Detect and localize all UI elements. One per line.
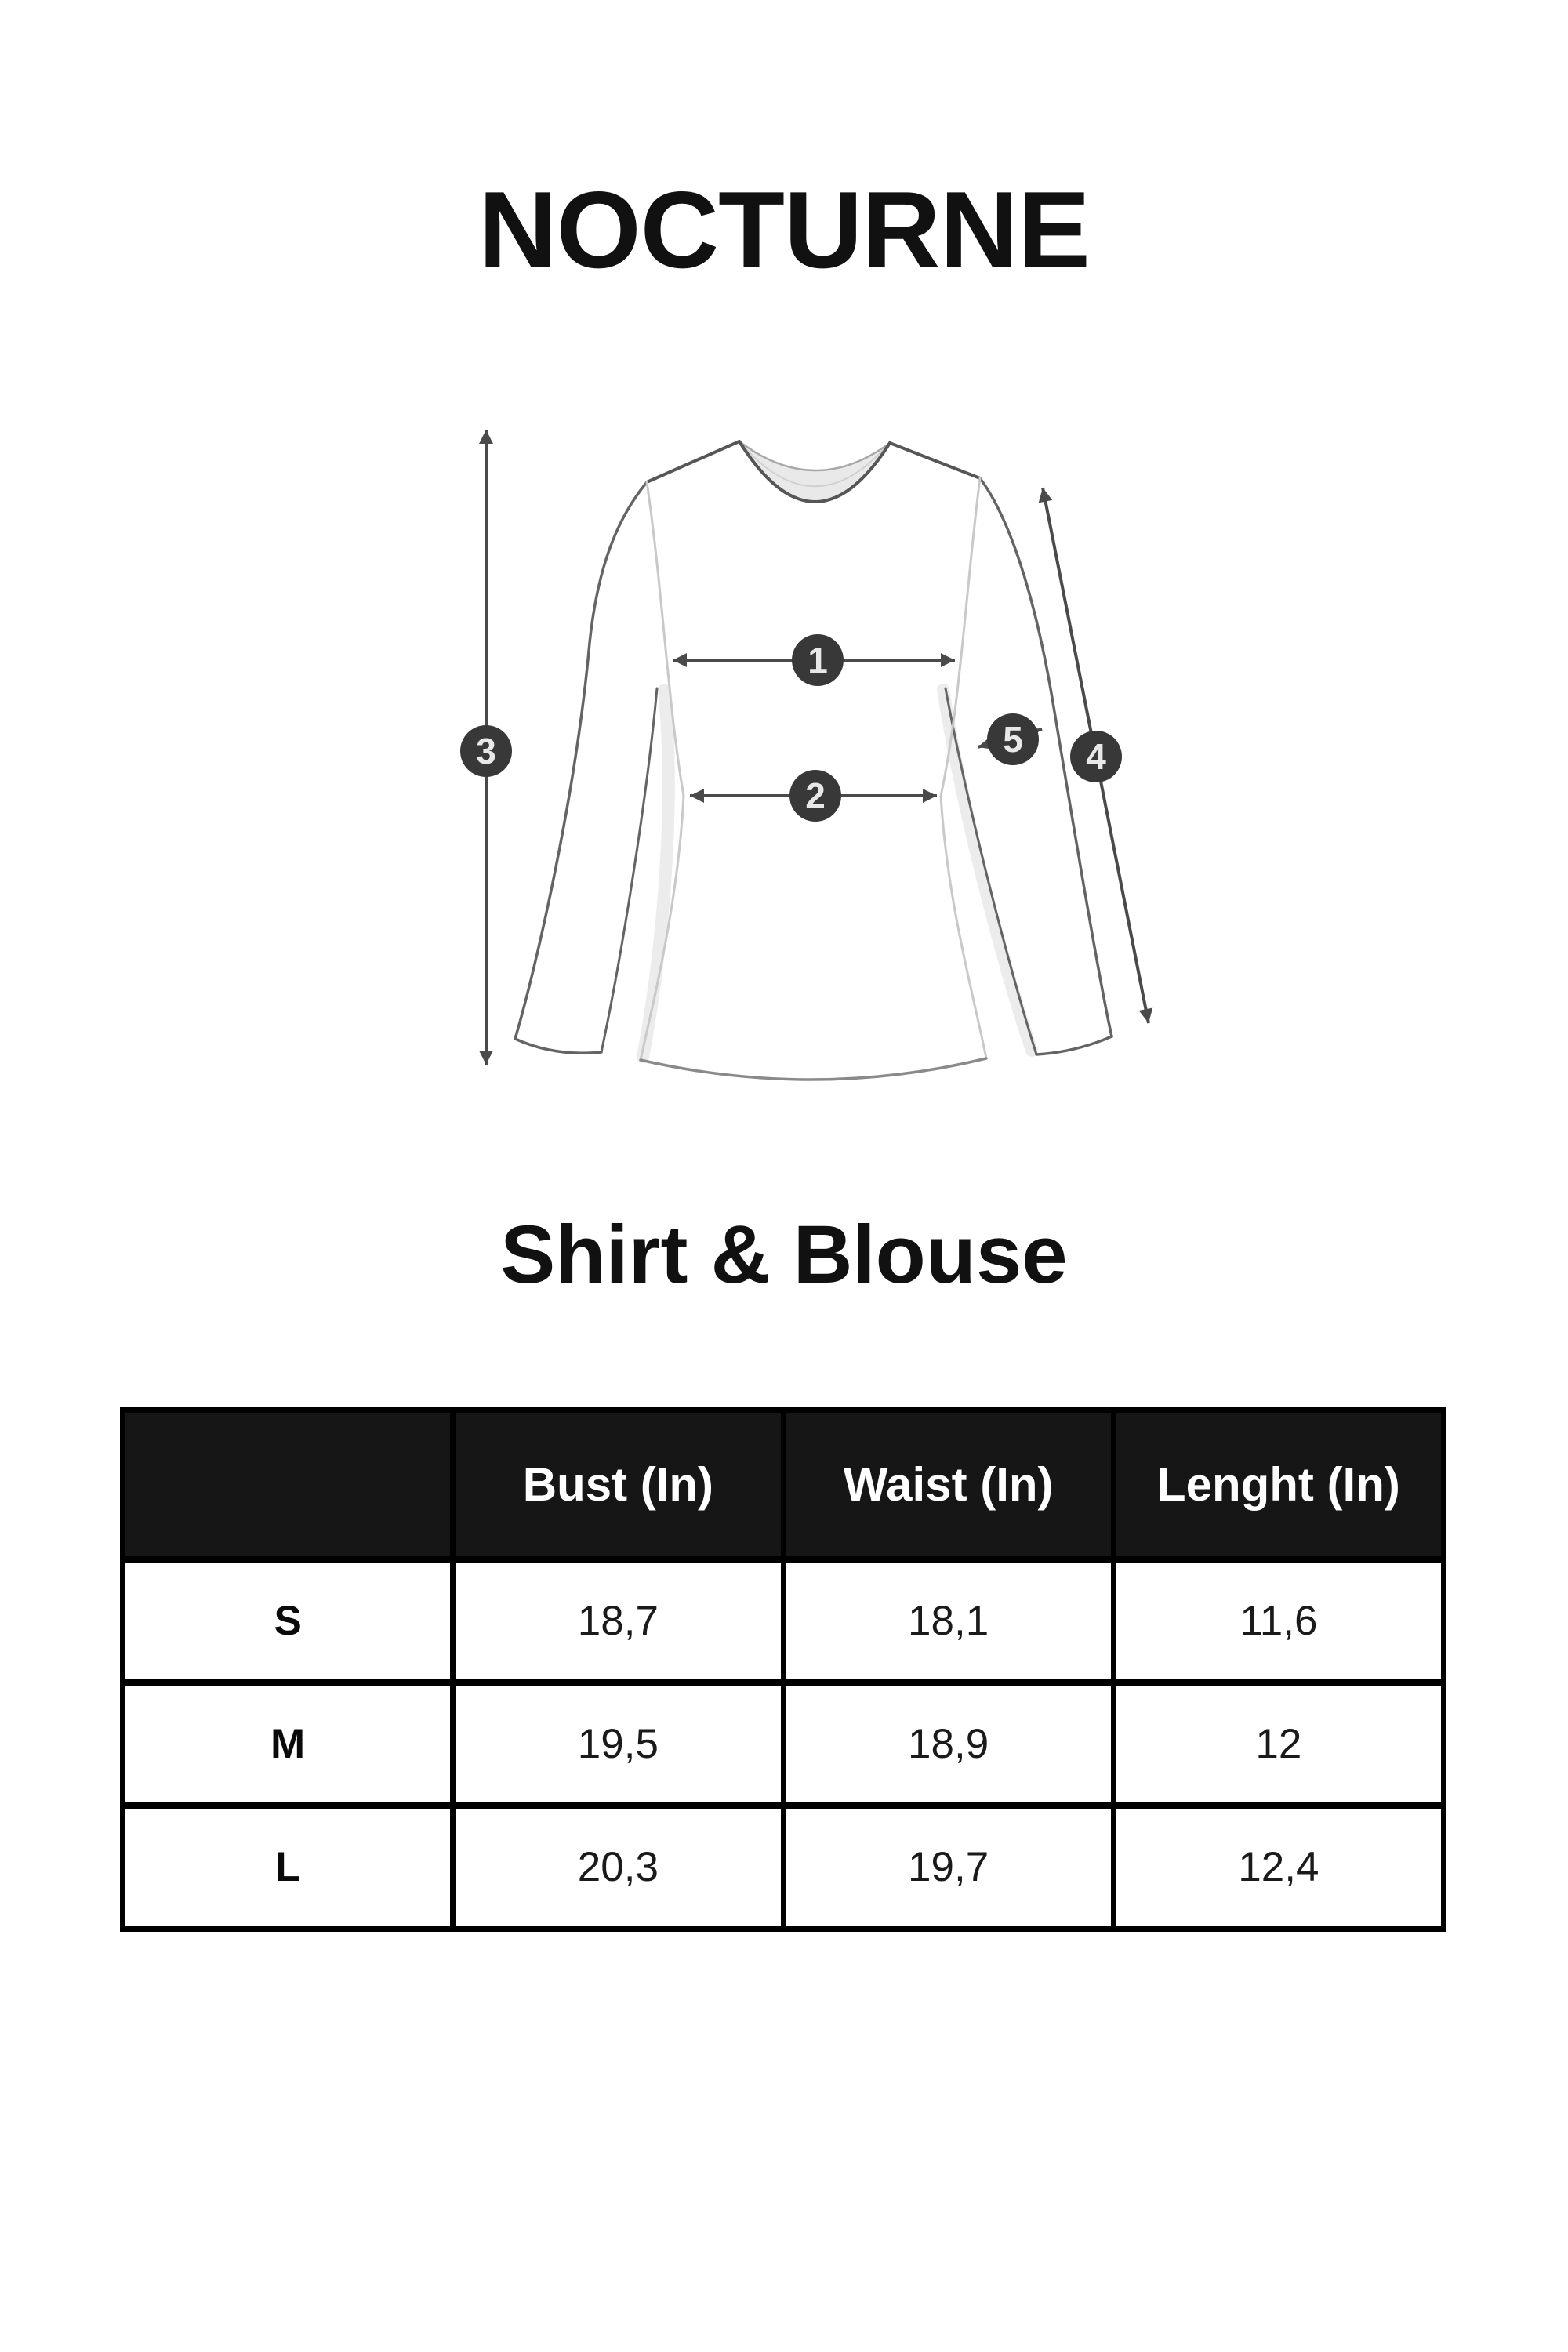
length-value: 11,6 bbox=[1113, 1559, 1443, 1682]
header-cell-empty bbox=[123, 1410, 453, 1559]
size-table-header bbox=[123, 1410, 1444, 1559]
badge-1-number: 1 bbox=[808, 640, 828, 681]
table-row-s bbox=[123, 1559, 1444, 1682]
bust-value: 18,7 bbox=[453, 1559, 783, 1682]
measure-badge-5 bbox=[987, 713, 1039, 765]
waist-value: 18,1 bbox=[783, 1559, 1113, 1682]
bust-value: 19,5 bbox=[453, 1682, 783, 1806]
length-value: 12,4 bbox=[1113, 1806, 1443, 1929]
size-table bbox=[120, 1407, 1446, 1932]
header-cell-length: Lenght (In) bbox=[1113, 1410, 1443, 1559]
table-row-m bbox=[123, 1682, 1444, 1806]
left-sleeve-fill bbox=[515, 482, 657, 1053]
measure-badge-3 bbox=[460, 725, 512, 777]
waist-value: 18,9 bbox=[783, 1682, 1113, 1806]
measure-badge-1 bbox=[792, 634, 844, 686]
waist-value: 19,7 bbox=[783, 1806, 1113, 1929]
shirt-measurement-diagram bbox=[423, 408, 1160, 1113]
header-row bbox=[123, 1410, 1444, 1559]
header-cell-waist: Waist (In) bbox=[783, 1410, 1113, 1559]
size-label: S bbox=[123, 1559, 453, 1682]
badge-4-number: 4 bbox=[1086, 736, 1106, 777]
badge-5-number: 5 bbox=[1003, 719, 1023, 760]
shirt-body-fill bbox=[641, 441, 986, 1080]
measure-badge-2 bbox=[789, 770, 841, 822]
size-label: M bbox=[123, 1682, 453, 1806]
badge-2-number: 2 bbox=[805, 775, 826, 816]
header-cell-bust: Bust (In) bbox=[453, 1410, 783, 1559]
product-title: Shirt & Blouse bbox=[500, 1209, 1068, 1301]
measure-badge-4 bbox=[1070, 731, 1122, 782]
table-row-l bbox=[123, 1806, 1444, 1929]
bust-value: 20,3 bbox=[453, 1806, 783, 1929]
length-value: 12 bbox=[1113, 1682, 1443, 1806]
size-label: L bbox=[123, 1806, 453, 1929]
badge-3-number: 3 bbox=[476, 731, 496, 771]
brand-logo: NOCTURNE bbox=[478, 169, 1090, 291]
size-table-body bbox=[123, 1559, 1444, 1929]
